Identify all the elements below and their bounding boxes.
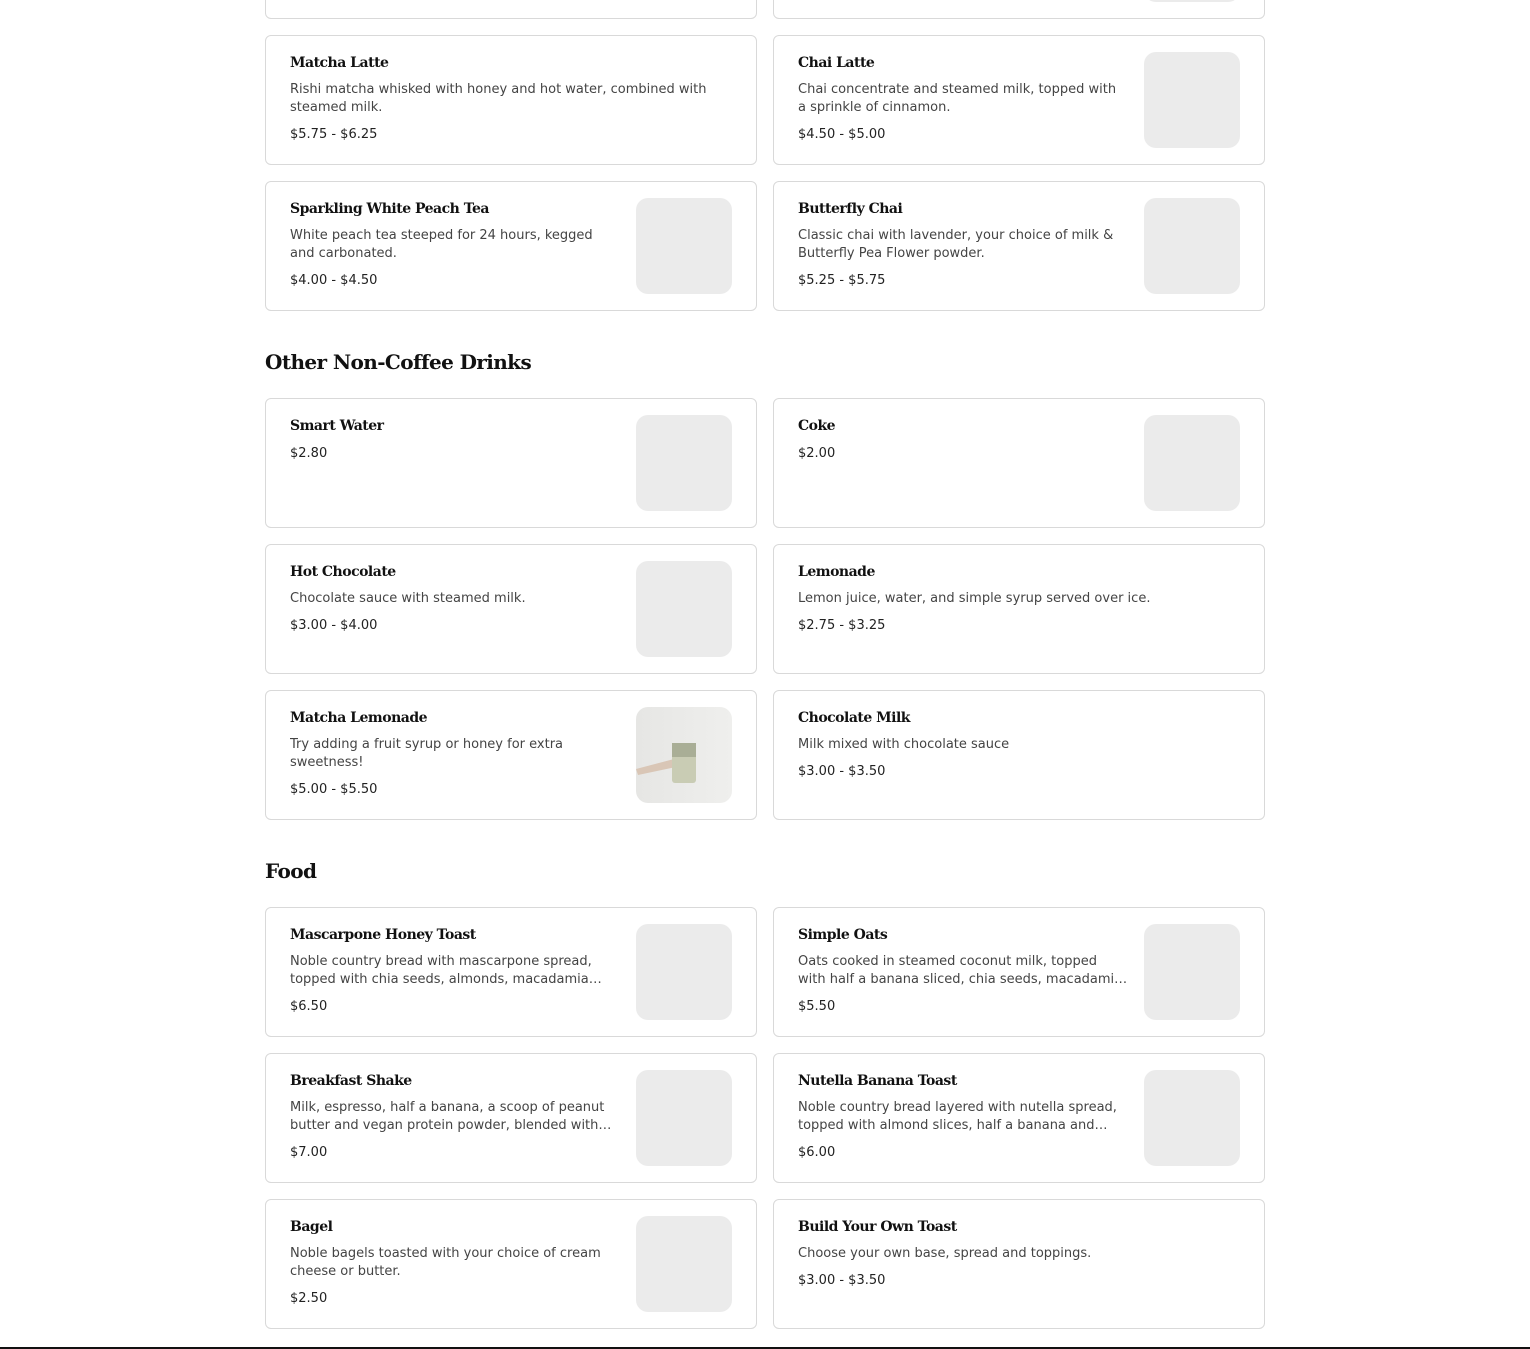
menu-item-description: Chai concentrate and steamed milk, topped with a sprinkle of cinnamon. [798,82,1117,115]
menu-item-description: Chocolate sauce with steamed milk. [290,591,526,606]
menu-item-info [290,1216,636,1312]
menu-item-card[interactable] [773,690,1265,820]
menu-item-card[interactable] [265,398,757,528]
menu-item-name: Smart Water [290,418,384,434]
menu-item-image [1144,415,1240,511]
menu-item-name: Simple Oats [798,927,888,943]
menu-item-description: Try adding a fruit syrup or honey for extra sweetness! [290,737,564,770]
menu-item-card[interactable] [773,35,1265,165]
menu-grid [265,907,1265,1329]
menu-item-card[interactable] [773,907,1265,1037]
menu-item-info [290,924,636,1020]
menu-item-image [1144,198,1240,294]
menu-item-info [290,198,636,294]
menu-item-info [798,1216,1240,1312]
menu-item-name: Mascarpone Honey Toast [290,927,476,943]
menu-item-info [798,1070,1144,1166]
menu-item-info [798,198,1144,294]
menu-item-info [290,707,636,803]
menu-item-info [290,52,732,148]
menu-item-price: $6.00 [798,1145,836,1160]
menu-item-price: $2.75 - $3.25 [798,618,886,633]
menu-item-card[interactable] [773,1199,1265,1329]
menu-item-name: Lemonade [798,564,875,580]
menu-item-card[interactable] [773,181,1265,311]
menu-item-price: $7.00 [290,1145,328,1160]
menu-item-description: Milk, espresso, half a banana, a scoop of peanut butter and vegan protein powder, blended with [290,1100,605,1133]
menu-item-card[interactable] [265,0,757,19]
menu-item-price: $3.00 - $3.50 [798,764,886,779]
menu-item-info [798,707,1240,803]
menu-item-card[interactable] [265,1199,757,1329]
menu-item-info [798,0,1144,2]
menu-item-price: $2.50 [290,1291,328,1306]
menu-item-price: $4.00 - $4.50 [290,273,378,288]
menu-item-image [1144,0,1240,2]
menu-item-name: Butterfly Chai [798,201,903,217]
menu-list [265,0,1265,1329]
menu-item-price: $5.00 - $5.50 [290,782,378,797]
menu-item-image [636,1070,732,1166]
menu-item-description: Rishi matcha whisked with honey and hot water, combined with steamed milk. [290,82,707,115]
menu-grid [265,0,1265,311]
menu-item-price: $5.75 - $6.25 [290,127,378,142]
menu-item-image [636,707,732,803]
menu-item-info [798,52,1144,148]
menu-item-card[interactable] [773,398,1265,528]
menu-item-image [636,415,732,511]
menu-item-info [798,415,1144,511]
menu-item-price: $5.50 [798,999,836,1014]
menu-item-info [798,561,1240,657]
menu-item-info [290,1070,636,1166]
menu-item-name: Nutella Banana Toast [798,1073,957,1089]
menu-item-price: $5.25 - $5.75 [798,273,886,288]
menu-item-card[interactable] [265,181,757,311]
menu-item-card[interactable] [265,35,757,165]
menu-item-price: $4.50 - $5.00 [798,127,886,142]
menu-item-description: Oats cooked in steamed coconut milk, topped with half a banana sliced, chia seeds, macadamia [798,954,1123,987]
menu-item-name: Hot Chocolate [290,564,396,580]
menu-item-name: Sparkling White Peach Tea [290,201,489,217]
menu-item-description: Choose your own base, spread and toppings. [798,1246,1092,1261]
menu-item-name: Chocolate Milk [798,710,910,726]
menu-item-card[interactable] [265,690,757,820]
menu-item-info [290,561,636,657]
menu-item-description: Milk mixed with chocolate sauce [798,737,1010,752]
menu-item-image [636,924,732,1020]
menu-item-price: $2.00 [798,446,836,461]
menu-item-card[interactable] [265,1053,757,1183]
menu-item-description: Classic chai with lavender, your choice of milk & Butterfly Pea Flower powder. [798,228,1114,261]
menu-item-name: Bagel [290,1219,333,1235]
menu-item-description: White peach tea steeped for 24 hours, kegged and carbonated. [290,228,593,261]
menu-item-name: Breakfast Shake [290,1073,412,1089]
menu-item-image [636,561,732,657]
menu-item-name: Matcha Lemonade [290,710,428,726]
menu-item-name: Chai Latte [798,55,875,71]
section-heading: Food [265,859,317,883]
menu-item-name: Matcha Latte [290,55,389,71]
menu-item-price: $2.80 [290,446,328,461]
menu-item-card[interactable] [773,544,1265,674]
menu-item-name: Build Your Own Toast [798,1219,957,1235]
menu-item-image [1144,924,1240,1020]
menu-item-price: $3.00 - $4.00 [290,618,378,633]
menu-item-description: Lemon juice, water, and simple syrup served over ice. [798,591,1151,606]
menu-item-info [798,924,1144,1020]
menu-item-price: $3.00 - $3.50 [798,1273,886,1288]
menu-item-image [1144,1070,1240,1166]
menu-item-card[interactable] [773,1053,1265,1183]
menu-item-image [636,198,732,294]
menu-item-card[interactable] [265,907,757,1037]
menu-item-image [1144,52,1240,148]
menu-item-card[interactable] [773,0,1265,19]
section-heading: Other Non-Coffee Drinks [265,350,532,374]
menu-item-image [636,1216,732,1312]
menu-item-description: Noble country bread layered with nutella spread, topped with almond slices, half a banana and [798,1100,1117,1133]
menu-item-name: Coke [798,418,836,434]
menu-item-info [290,0,732,2]
menu-item-card[interactable] [265,544,757,674]
menu-item-price: $6.50 [290,999,328,1014]
menu-item-description: Noble country bread with mascarpone spread, topped with chia seeds, almonds, macadamia [290,954,592,987]
menu-item-info [290,415,636,511]
menu-item-description: Noble bagels toasted with your choice of cream cheese or butter. [290,1246,601,1279]
menu-grid [265,398,1265,820]
